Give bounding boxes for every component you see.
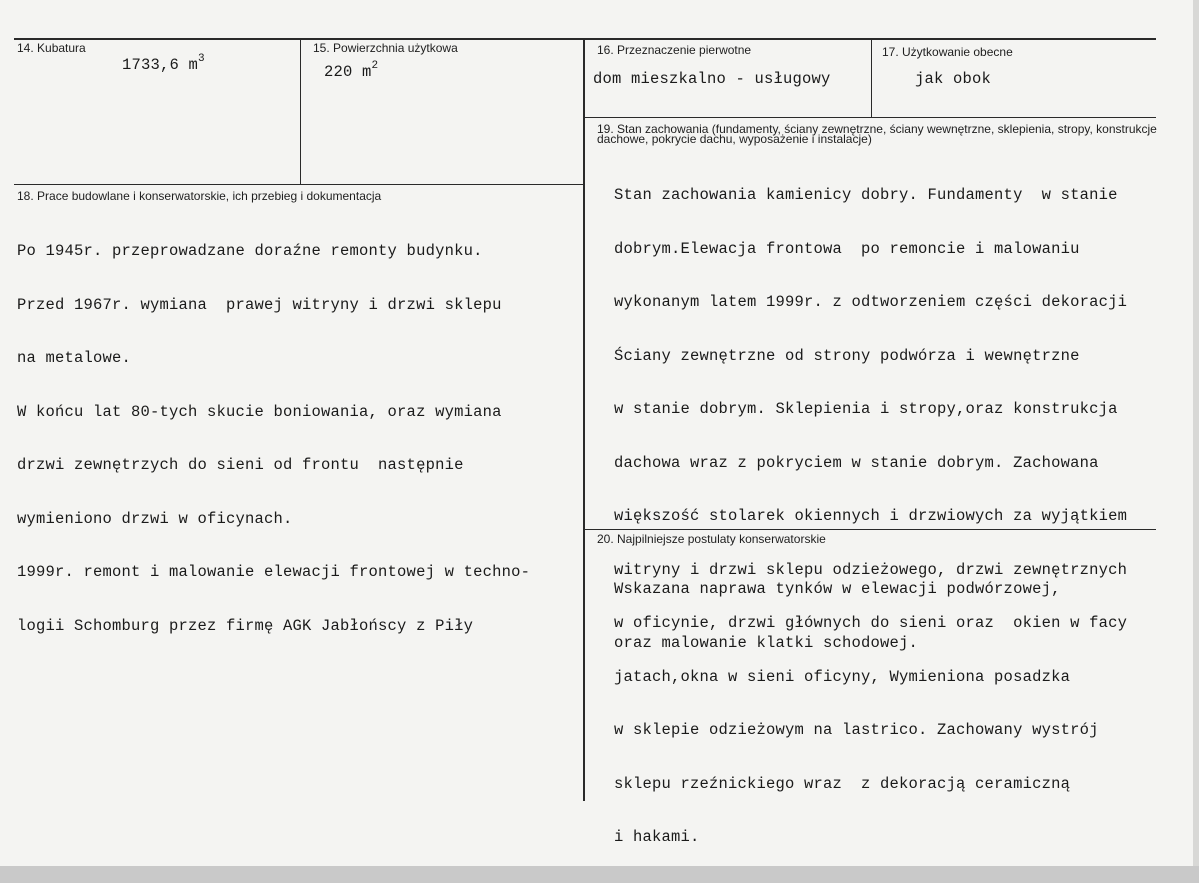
field-16-value: dom mieszkalno - usługowy: [593, 70, 831, 88]
field-18-line: Przed 1967r. wymiana prawej witryny i drzwi sklepu: [17, 295, 502, 314]
field-18-line: logii Schomburg przez firmę AGK Jabłońscy z Piły: [17, 616, 474, 635]
field-19-line: w oficynie, drzwi głównych do sieni oraz okien w facy: [614, 614, 1128, 632]
field-14-unit-exponent: 3: [198, 53, 205, 65]
field-19-line: jatach,okna w sieni oficyny, Wymieniona posadzka: [614, 667, 1071, 686]
field-17-value: jak obok: [915, 70, 992, 88]
field-14-label: 14. Kubatura: [17, 41, 86, 55]
field-19-line: dachowa wraz z pokryciem w stanie dobrym. Zachowana: [614, 453, 1099, 472]
field-18-line: W końcu lat 80-tych skucie boniowania, oraz wymiana: [17, 402, 502, 421]
field-19-line: w stanie dobrym. Sklepienia i stropy,oraz konstrukcja: [614, 400, 1118, 418]
field-15-number: 220 m: [324, 63, 372, 81]
field-18-line: Po 1945r. przeprowadzane doraźne remonty budynku.: [17, 242, 483, 260]
field-16-label: 16. Przeznaczenie pierwotne: [597, 43, 752, 57]
rule-left-18: [14, 184, 584, 185]
field-19-text: [614, 151, 1127, 883]
field-18-line: drzwi zewnętrzych do sieni od frontu następnie: [17, 456, 464, 474]
field-20-line: oraz malowanie klatki schodowej.: [614, 633, 919, 652]
divider-col-1: [300, 39, 301, 184]
field-18-line: wymieniono drzwi w oficynach.: [17, 509, 293, 528]
rule-right-19: [584, 117, 1156, 118]
field-19-line: Stan zachowania kamienicy dobry. Fundamenty w stanie: [614, 186, 1118, 204]
field-19-line: witryny i drzwi sklepu odzieżowego, drzwi zewnętrznych: [614, 560, 1128, 579]
field-19-line: większość stolarek okiennych i drzwiowych za wyjątkiem: [614, 507, 1128, 525]
field-20-text: [614, 545, 1061, 688]
field-15-value: [324, 60, 379, 81]
field-14-number: 1733,6 m: [122, 56, 199, 74]
field-18-line: na metalowe.: [17, 349, 132, 367]
field-19-line: Ściany zewnętrzne od strony podwórza i wewnętrzne: [614, 346, 1080, 365]
field-19-line: i hakami.: [614, 828, 700, 846]
field-14-value: [122, 53, 205, 74]
divider-col-2: [583, 39, 585, 801]
field-15-unit-exponent: 2: [371, 60, 379, 72]
field-19-label: 19. Stan zachowania (fundamenty, ściany zewnętrzne, ściany wewnętrzne, sklepienia, stropy, konstrukcje dachowe, pokrycie dachu, wyposażenie i instalacje): [597, 122, 1157, 146]
divider-col-3: [871, 39, 872, 117]
field-18-line: 1999r. remont i malowanie elewacji frontowej w techno-: [17, 563, 531, 581]
card-edge: [1193, 0, 1199, 866]
field-19-line: dobrym.Elewacja frontowa po remoncie i malowaniu: [614, 239, 1080, 258]
field-19-line: w sklepie odzieżowym na lastrico. Zachowany wystrój: [614, 721, 1099, 739]
field-18-label: 18. Prace budowlane i konserwatorskie, ich przebieg i dokumentacja: [17, 189, 382, 203]
field-20-line: Wskazana naprawa tynków w elewacji podwórzowej,: [614, 580, 1061, 598]
field-15-label: 15. Powierzchnia użytkowa: [313, 41, 458, 55]
field-19-line: sklepu rzeźnickiego wraz z dekoracją ceramiczną: [614, 774, 1071, 793]
field-18-text: [17, 207, 530, 671]
top-rule: [14, 38, 1156, 40]
field-17-label: 17. Użytkowanie obecne: [882, 45, 1013, 59]
field-20-label: 20. Najpilniejsze postulaty konserwatorskie: [597, 532, 826, 546]
field-19-line: wykonanym latem 1999r. z odtworzeniem części dekoracji: [614, 293, 1128, 311]
